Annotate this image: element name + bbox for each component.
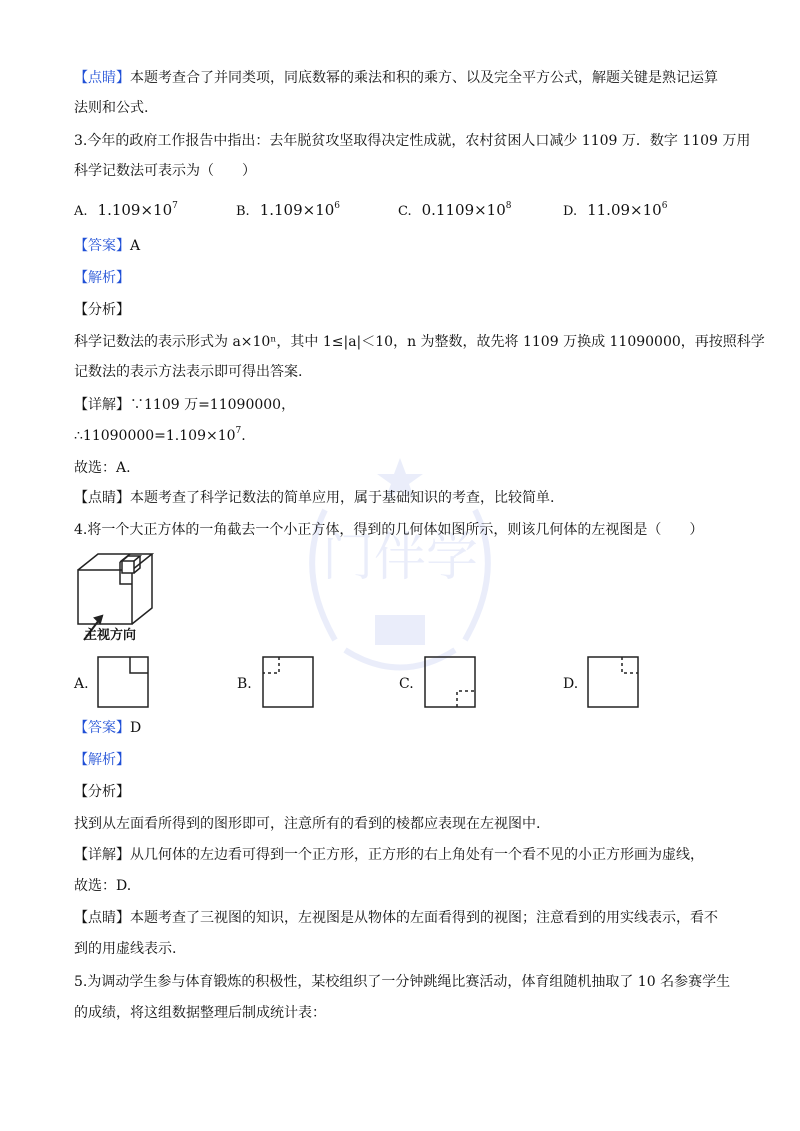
- q4-option-a-letter: A.: [74, 676, 89, 692]
- cube-figure-label: 主视方向: [84, 628, 137, 643]
- q5-stem-line2: 的成绩，将这组数据整理后制成统计表：: [74, 1005, 326, 1021]
- q3-choose: 故选：A.: [74, 460, 131, 476]
- q3-option-c: C. $0.1109\times 10^8$: [398, 201, 512, 219]
- q3-answer: 【答案】A: [74, 238, 141, 254]
- q3-stem-line1: 3.今年的政府工作报告中指出：去年脱贫攻坚取得决定性成就，农村贫困人口减少 1109 万．数字 1109 万用: [74, 133, 751, 149]
- q3-option-b: B. $1.109\times 10^6$: [236, 201, 341, 219]
- watermark-logo: [285, 450, 515, 690]
- q3-stem-line2: 科学记数法可表示为（ ）: [74, 163, 256, 179]
- q4-choose: 故选：D.: [74, 878, 132, 894]
- q4-fenxi: 【分析】: [74, 784, 130, 800]
- q4-option-b-figure: [262, 656, 314, 708]
- q3-jiexi: 【解析】: [74, 270, 130, 286]
- q4-stem: 4.将一个大正方体的一角截去一个小正方体，得到的几何体如图所示，则该几何体的左视图是（ ）: [74, 522, 704, 538]
- q3-review: 【点睛】本题考查了科学记数法的简单应用，属于基础知识的考查，比较简单.: [74, 490, 555, 506]
- q4-review-line2: 到的用虚线表示.: [74, 941, 177, 957]
- q2-review-line1: 【点睛】本题考查合了并同类项，同底数幂的乘法和积的乘方、以及完全平方公式，解题关键是熟记运算: [74, 70, 718, 86]
- q3-analysis-line2: 记数法的表示方法表示即可得出答案.: [74, 364, 303, 380]
- q2-review-line2: 法则和公式.: [74, 100, 149, 116]
- q4-review-line1: 【点睛】本题考查了三视图的知识，左视图是从物体的左面看得到的视图；注意看到的用实线表示，看不: [74, 910, 718, 926]
- q4-option-c-letter: C.: [399, 676, 414, 692]
- q4-analysis: 找到从左面看所得到的图形即可，注意所有的看到的棱都应表现在左视图中.: [74, 816, 541, 832]
- q4-option-d-figure: [587, 656, 639, 708]
- q3-detail-line1: 【详解】∵1109 万=11090000，: [74, 397, 296, 413]
- q3-fenxi: 【分析】: [74, 302, 130, 318]
- q3-analysis-line1: 科学记数法的表示形式为 a×10ⁿ，其中 1≤|a|＜10，n 为整数，故先将 1109 万换成 11090000，再按照科学: [74, 334, 765, 350]
- q3-option-d: D. $11.09\times 10^6$: [563, 201, 668, 219]
- q4-answer: 【答案】D: [74, 720, 142, 736]
- q4-option-b-letter: B.: [237, 676, 252, 692]
- q4-option-c-figure: [424, 656, 476, 708]
- q4-option-d-letter: D.: [563, 676, 579, 692]
- watermark-text: 门伴学: [321, 528, 479, 588]
- q4-detail: 【详解】从几何体的左边看可得到一个正方形，正方形的右上角处有一个看不见的小正方形画为虚线，: [74, 847, 704, 863]
- q3-detail-line2: $\therefore 11090000=1.109\times 10^7$.: [74, 426, 246, 444]
- q3-option-a: A. $1.109\times 10^7$: [74, 201, 178, 219]
- q5-stem-line1: 5.为调动学生参与体育锻炼的积极性，某校组织了一分钟跳绳比赛活动，体育组随机抽取了 10 名参赛学生: [74, 974, 731, 990]
- q4-jiexi: 【解析】: [74, 752, 130, 768]
- q4-option-a-figure: [97, 656, 149, 708]
